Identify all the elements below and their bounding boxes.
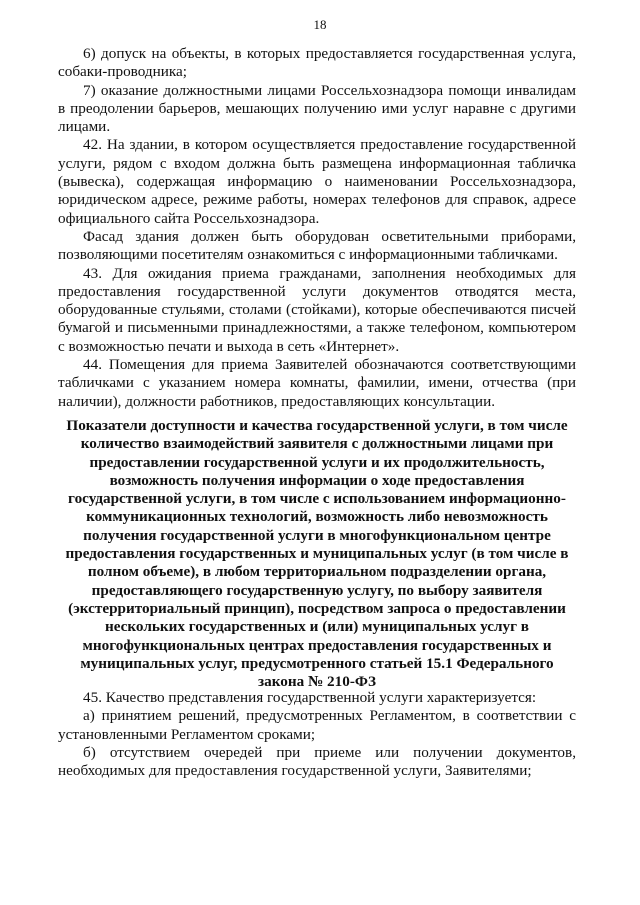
paragraph: Фасад здания должен быть оборудован осветительными приборами, позволяющими посетителям ознакомиться с информационными табличками.: [58, 227, 576, 264]
paragraph: 45. Качество представления государственной услуги характеризуется:: [83, 689, 537, 706]
paragraph: б) отсутствием очередей при приеме или получении документов, необходимых для предоставления государственной услуги, Заявителями;: [58, 743, 576, 780]
paragraph: 42. На здании, в котором осуществляется предоставление государственной услуги, рядом с входом должна быть размещена информационная табличка (вывеска), содержащая информацию о наименовании Россельхознадзора, юридическом адресе, режиме работы, номерах телефонов для справок, адресе официального сайта Россельхознадзора.: [58, 136, 576, 227]
paragraph: 7) оказание должностными лицами Россельхознадзора помощи инвалидам в преодолении барьеров, мешающих получению ими услуг наравне с другими лицами.: [58, 81, 576, 136]
paragraph: 43. Для ожидания приема гражданами, заполнения необходимых для предоставления государственной услуги документов отводятся места, оборудованные стульями, столами (стойками), которые обеспечиваются писчей бумагой и письменными принадлежностями, а также телефоном, компьютером с возможностью печати и выхода в сеть «Интернет».: [58, 264, 576, 355]
section-heading: Показатели доступности и качества государственной услуги, в том числе количество взаимодействий заявителя с должностными лицами при предоставлении государственной услуги и их продолжительность, возможность получения информации о ходе предоставления государственной услуги, в том числе с использованием информационно-коммуникационных технологий, возможность либо невозможность получения государственной услуги в многофункциональном центре предоставления государственных и муниципальных услуг (в том числе в полном объеме), в любом территориальном подразделении органа, предоставляющего государственную услугу, по выбору заявителя (экстерриториальный принцип), посредством запроса о предоставлении нескольких государственных и (или) муниципальных услуг в многофункциональных центрах предоставления государственных и муниципальных услуг, предусмотренного статьей 15.1 Федерального закона № 210-ФЗ: [65, 417, 569, 691]
paragraph: а) принятием решений, предусмотренных Регламентом, в соответствии с установленными Регламентом сроками;: [58, 707, 576, 743]
document-body-bottom: [58, 689, 576, 780]
paragraph: 44. Помещения для приема Заявителей обозначаются соответствующими табличками с указанием номера комнаты, фамилии, имени, отчества (при наличии), должности работников, предоставляющих консультации.: [58, 356, 576, 410]
page-number: 18: [313, 17, 327, 32]
paragraph: 6) допуск на объекты, в которых предоставляется государственная услуга, собаки-проводника;: [58, 45, 576, 81]
document-body-top: [58, 45, 576, 411]
